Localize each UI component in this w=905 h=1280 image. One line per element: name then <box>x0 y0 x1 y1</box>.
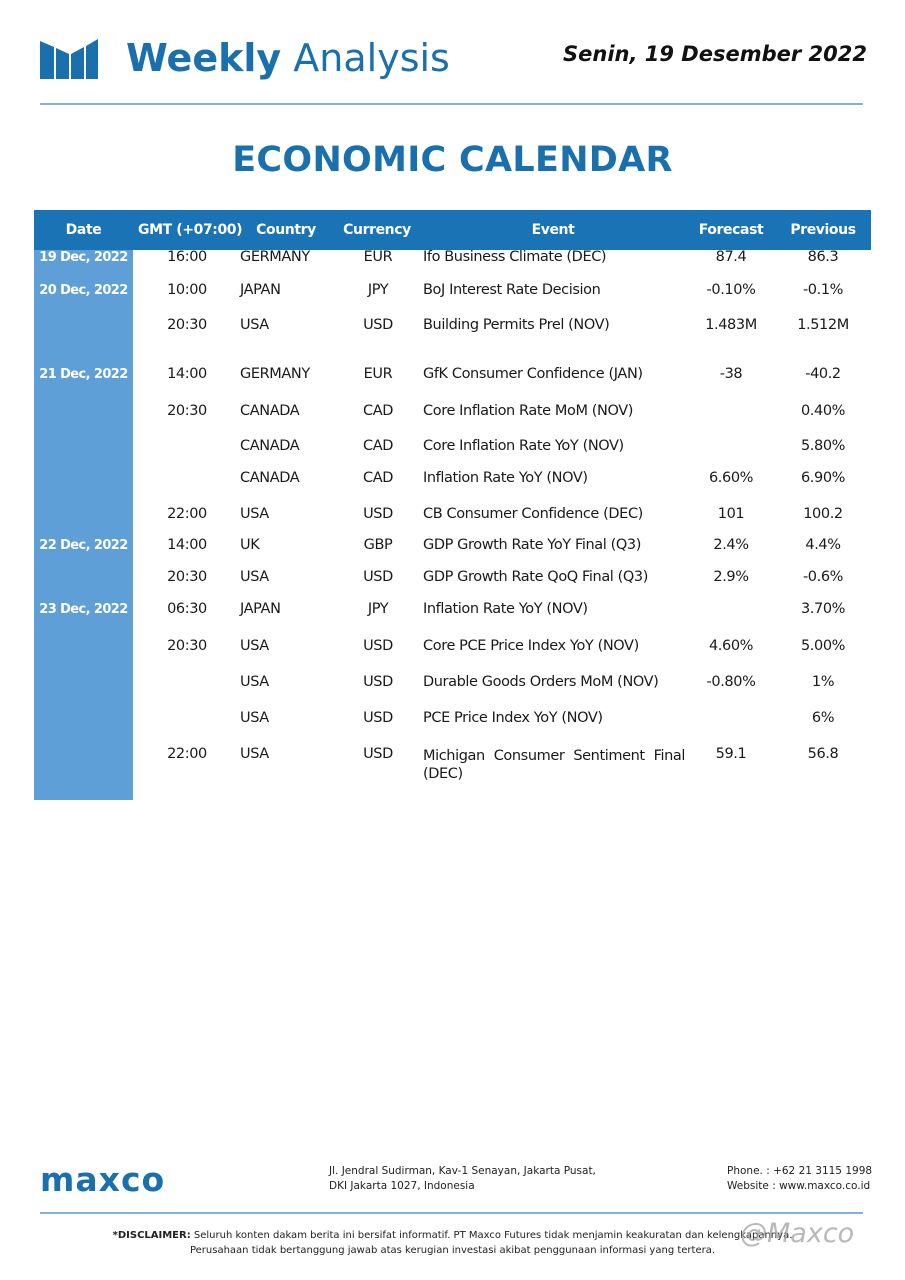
company-address <box>329 1164 596 1194</box>
date-label: 21 Dec, 2022 <box>39 367 128 382</box>
table-cell-forecast: 4.60% <box>708 638 754 654</box>
date-label: 19 Dec, 2022 <box>39 250 128 265</box>
table-cell-time: 14:00 <box>167 366 207 382</box>
table-cell-previous: 5.00% <box>800 638 846 654</box>
report-title <box>126 34 450 82</box>
table-cell-currency: USD <box>363 506 393 522</box>
table-cell-forecast: 59.1 <box>715 746 747 762</box>
table-cell-time: 16:00 <box>167 249 207 265</box>
table-cell-time: 22:00 <box>167 506 207 522</box>
table-cell-time: 20:30 <box>167 638 207 654</box>
column-header-forecast: Forecast <box>698 222 764 238</box>
table-cell-country: CANADA <box>240 403 300 419</box>
table-cell-forecast: 1.483M <box>705 317 757 333</box>
table-cell-time: 06:30 <box>167 601 207 617</box>
table-cell-country: CANADA <box>240 470 300 486</box>
table-cell-country: USA <box>240 506 269 522</box>
table-cell-currency: USD <box>363 710 393 726</box>
report-title-light: Analysis <box>293 36 450 80</box>
table-cell-forecast: 101 <box>717 506 745 522</box>
phone-text: Phone. : +62 21 3115 1998 <box>727 1165 873 1177</box>
table-cell-event: Core PCE Price Index YoY (NOV) <box>423 638 639 654</box>
table-cell-forecast: 6.60% <box>708 470 754 486</box>
table-cell-event: CB Consumer Confidence (DEC) <box>423 506 643 522</box>
disclaimer-line-2: Perusahaan tidak bertanggung jawab atas kerugian investasi akibat penggunaan informasi yang tertera. <box>189 1245 716 1256</box>
disclaimer-line-1: Seluruh konten dakam berita ini bersifat informatif. PT Maxco Futures tidak menjamin keakuratan dan kelengkapannya. <box>193 1230 793 1241</box>
table-cell-country: JAPAN <box>240 282 281 298</box>
table-cell-event: Core Inflation Rate MoM (NOV) <box>423 403 634 419</box>
column-header-country: Country <box>256 222 316 238</box>
table-cell-forecast: -0.10% <box>706 282 756 298</box>
table-cell-time: 20:30 <box>167 403 207 419</box>
table-cell-event: Core Inflation Rate YoY (NOV) <box>423 438 624 454</box>
table-cell-country: JAPAN <box>240 601 281 617</box>
table-cell-event: GfK Consumer Confidence (JAN) <box>423 366 643 382</box>
column-header-event: Event <box>531 222 575 238</box>
header-divider <box>40 103 863 105</box>
table-cell-currency: USD <box>363 638 393 654</box>
report-title-bold: Weekly <box>126 36 282 80</box>
date-label: 23 Dec, 2022 <box>39 602 128 617</box>
website-link[interactable]: Website : www.maxco.co.id <box>727 1180 871 1192</box>
company-contact <box>727 1164 872 1194</box>
date-label: 20 Dec, 2022 <box>39 283 128 298</box>
table-cell-time: 20:30 <box>167 317 207 333</box>
table-cell-event: Durable Goods Orders MoM (NOV) <box>423 674 659 690</box>
table-cell-currency: EUR <box>363 249 393 265</box>
table-cell-country: GERMANY <box>240 366 310 382</box>
weekly-analysis-logo-icon <box>40 35 98 79</box>
address-line-1: Jl. Jendral Sudirman, Kav-1 Senayan, Jakarta Pusat, <box>329 1165 596 1177</box>
disclaimer-label: *DISCLAIMER: <box>112 1230 191 1241</box>
table-cell-country: GERMANY <box>240 249 310 265</box>
table-cell-country: USA <box>240 317 269 333</box>
table-cell-previous: 4.4% <box>805 537 841 553</box>
table-cell-currency: USD <box>363 569 393 585</box>
table-cell-previous: 100.2 <box>803 506 843 522</box>
date-label: 22 Dec, 2022 <box>39 538 128 553</box>
table-cell-event: GDP Growth Rate YoY Final (Q3) <box>423 537 641 553</box>
table-cell-event: Inflation Rate YoY (NOV) <box>423 470 588 486</box>
table-cell-forecast: 87.4 <box>715 249 747 265</box>
table-cell-previous: 6.90% <box>800 470 846 486</box>
page-title: ECONOMIC CALENDAR <box>232 140 673 180</box>
table-cell-currency: USD <box>363 317 393 333</box>
table-cell-event-line1: Michigan Consumer Sentiment Final <box>423 748 685 764</box>
table-cell-currency: CAD <box>362 470 393 486</box>
address-line-2: DKI Jakarta 1027, Indonesia <box>329 1180 475 1192</box>
table-cell-event: Building Permits Prel (NOV) <box>423 317 610 333</box>
table-cell-event: BoJ Interest Rate Decision <box>423 282 601 298</box>
table-cell-country: UK <box>240 537 260 553</box>
table-cell-time: 10:00 <box>167 282 207 298</box>
table-cell-currency: USD <box>363 674 393 690</box>
maxco-logo: maxco <box>40 1160 166 1199</box>
table-cell-country: CANADA <box>240 438 300 454</box>
table-cell-previous: 0.40% <box>800 403 846 419</box>
table-cell-forecast: 2.9% <box>713 569 749 585</box>
table-header-row <box>34 210 871 250</box>
table-cell-country: USA <box>240 710 269 726</box>
table-cell-time: 20:30 <box>167 569 207 585</box>
table-cell-event: Ifo Business Climate (DEC) <box>423 249 607 265</box>
table-cell-country: USA <box>240 569 269 585</box>
table-cell-forecast: 2.4% <box>713 537 749 553</box>
table-cell-previous: 56.8 <box>807 746 839 762</box>
column-header-date: Date <box>65 222 102 238</box>
watermark-text: @Maxco <box>740 1218 855 1249</box>
table-cell-country: USA <box>240 746 269 762</box>
table-cell-country: USA <box>240 674 269 690</box>
table-cell-currency: JPY <box>367 601 389 617</box>
table-cell-event: GDP Growth Rate QoQ Final (Q3) <box>423 569 648 585</box>
table-cell-previous: -0.6% <box>802 569 844 585</box>
table-cell-previous: 6% <box>811 710 835 726</box>
table-cell-currency: CAD <box>362 403 393 419</box>
table-cell-forecast: -0.80% <box>706 674 756 690</box>
table-cell-currency: JPY <box>367 282 389 298</box>
table-cell-currency: CAD <box>362 438 393 454</box>
table-cell-previous: 1.512M <box>797 317 849 333</box>
column-header-previous: Previous <box>790 222 856 238</box>
table-cell-currency: EUR <box>363 366 393 382</box>
table-cell-previous: 5.80% <box>800 438 846 454</box>
table-cell-forecast: -38 <box>719 366 743 382</box>
column-header-gmt: GMT (+07:00) <box>138 222 243 238</box>
footer-divider <box>40 1212 863 1214</box>
table-cell-time: 22:00 <box>167 746 207 762</box>
column-header-currency: Currency <box>343 222 411 238</box>
table-cell-event: PCE Price Index YoY (NOV) <box>423 710 603 726</box>
table-cell-time: 14:00 <box>167 537 207 553</box>
table-cell-currency: GBP <box>363 537 393 553</box>
table-cell-previous: -0.1% <box>802 282 844 298</box>
table-cell-event: Inflation Rate YoY (NOV) <box>423 601 588 617</box>
table-cell-previous: 1% <box>811 674 835 690</box>
date-column-band <box>34 250 133 800</box>
table-cell-previous: 3.70% <box>800 601 846 617</box>
table-cell-previous: 86.3 <box>807 249 839 265</box>
table-cell-event-line2: (DEC) <box>423 766 463 782</box>
table-cell-previous: -40.2 <box>805 366 841 382</box>
table-cell-country: USA <box>240 638 269 654</box>
table-cell-currency: USD <box>363 746 393 762</box>
report-date: Senin, 19 Desember 2022 <box>563 42 867 66</box>
